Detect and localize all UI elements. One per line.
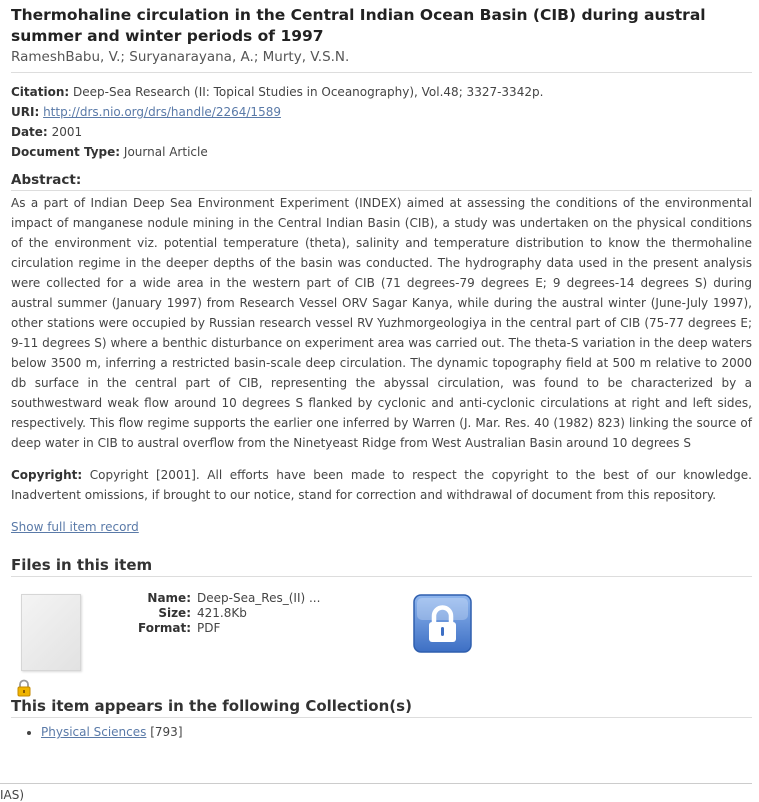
collection-link[interactable]: Physical Sciences	[41, 725, 147, 739]
doctype-label: Document Type:	[11, 145, 121, 159]
citation-label: Citation:	[11, 85, 70, 99]
file-name-row	[121, 591, 320, 606]
abstract-text: As a part of Indian Deep Sea Environment Experiment (INDEX) aimed at assessing the conditions of the environmental impact of manganese nodule mining in the Central Indian Basin (CIB), a study was undertaken on the physical conditions of the environment viz. potential temperature (theta), salinity and temperature distribution to know the thermohaline circulation regime in the deeper depths of the basin was conducted. The hydrography data used in the present analysis were collected for a wide area in the western part of CIB (71 degrees-79 degrees E; 9 degrees-14 degrees S) during austral summer (January 1997) from Research Vessel ORV Sagar Kanya, while during the austral winter (June-July 1997), other stations were occupied by Russian research vessel RV Yuzhmorgeologiya in the central part of CIB (75-77 degrees E; 9-11 degrees S) where a benthic disturbance on experiment area was carried out. The theta-S variation in the deep waters below 3500 m, inferring a restricted basin-scale deep circulation. The dynamic topography field at 500 m relative to 2000 db surface in the central part of CIB, representing the abyssal circulation, was found to be characterized by a southwestward weak flow around 10 degrees S flanked by cyclonic and anti-cyclonic circulations at right and left sides, respectively. This flow regime supports the earlier one inferred by Warren (J. Mar. Res. 40 (1982) 823) linking the source of deep water in CIB to austral overflow from the Ninetyeast Ridge from West Australian Basin around 10 degrees S	[11, 196, 752, 450]
divider	[11, 72, 752, 73]
collection-item	[41, 722, 752, 742]
citation-value: Deep-Sea Research (II: Topical Studies in Oceanography), Vol.48; 3327-3342p.	[73, 85, 544, 99]
copyright-block	[11, 465, 752, 505]
file-format-row	[121, 621, 320, 636]
date-label: Date:	[11, 125, 48, 139]
show-full-row	[11, 517, 752, 537]
item-title: Thermohaline circulation in the Central Indian Ocean Basin (CIB) during austral summer and winter periods of 1997	[11, 6, 706, 45]
file-format-label: Format:	[137, 621, 191, 635]
item-authors: RameshBabu, V.; Suryanarayana, A.; Murty, V.S.N.	[11, 49, 350, 65]
file-info	[121, 591, 320, 636]
footer-text: IAS)	[0, 788, 25, 802]
uri-row	[11, 102, 752, 122]
uri-label: URI:	[11, 105, 40, 119]
collections-list	[11, 722, 752, 742]
files-heading: Files in this item	[11, 556, 153, 574]
show-full-record-link[interactable]: Show full item record	[11, 520, 139, 534]
copyright-label: Copyright:	[11, 468, 83, 482]
copyright-text: Copyright [2001]. All efforts have been made to respect the copyright to the best of our knowledge. Inadvertent omissions, if brought to our notice, stand for correction and withdrawal of document from this repository.	[11, 468, 752, 502]
file-row	[11, 577, 752, 697]
doctype-value: Journal Article	[123, 145, 208, 159]
item-view	[11, 0, 752, 742]
citation-row	[11, 82, 752, 102]
date-row	[11, 122, 752, 142]
footer-divider	[0, 783, 752, 784]
collection-count: [793]	[150, 725, 183, 739]
file-size-label: Size:	[158, 606, 191, 620]
file-size-row	[121, 606, 320, 621]
file-size-value: 421.8Kb	[197, 606, 247, 620]
metadata-block	[11, 82, 752, 162]
divider	[11, 190, 752, 191]
file-name-label: Name:	[147, 591, 191, 605]
padlock-icon	[16, 679, 32, 697]
divider	[11, 717, 752, 718]
doctype-row	[11, 142, 752, 162]
collections-heading: This item appears in the following Collection(s)	[11, 697, 412, 715]
file-thumbnail[interactable]	[21, 594, 81, 671]
restricted-access-lock-icon[interactable]	[413, 594, 472, 653]
abstract-heading: Abstract:	[11, 172, 82, 188]
date-value: 2001	[51, 125, 83, 139]
file-format-value: PDF	[197, 621, 221, 635]
uri-link[interactable]: http://drs.nio.org/drs/handle/2264/1589	[43, 105, 281, 119]
file-name-value: Deep-Sea_Res_(II) ...	[197, 591, 321, 605]
